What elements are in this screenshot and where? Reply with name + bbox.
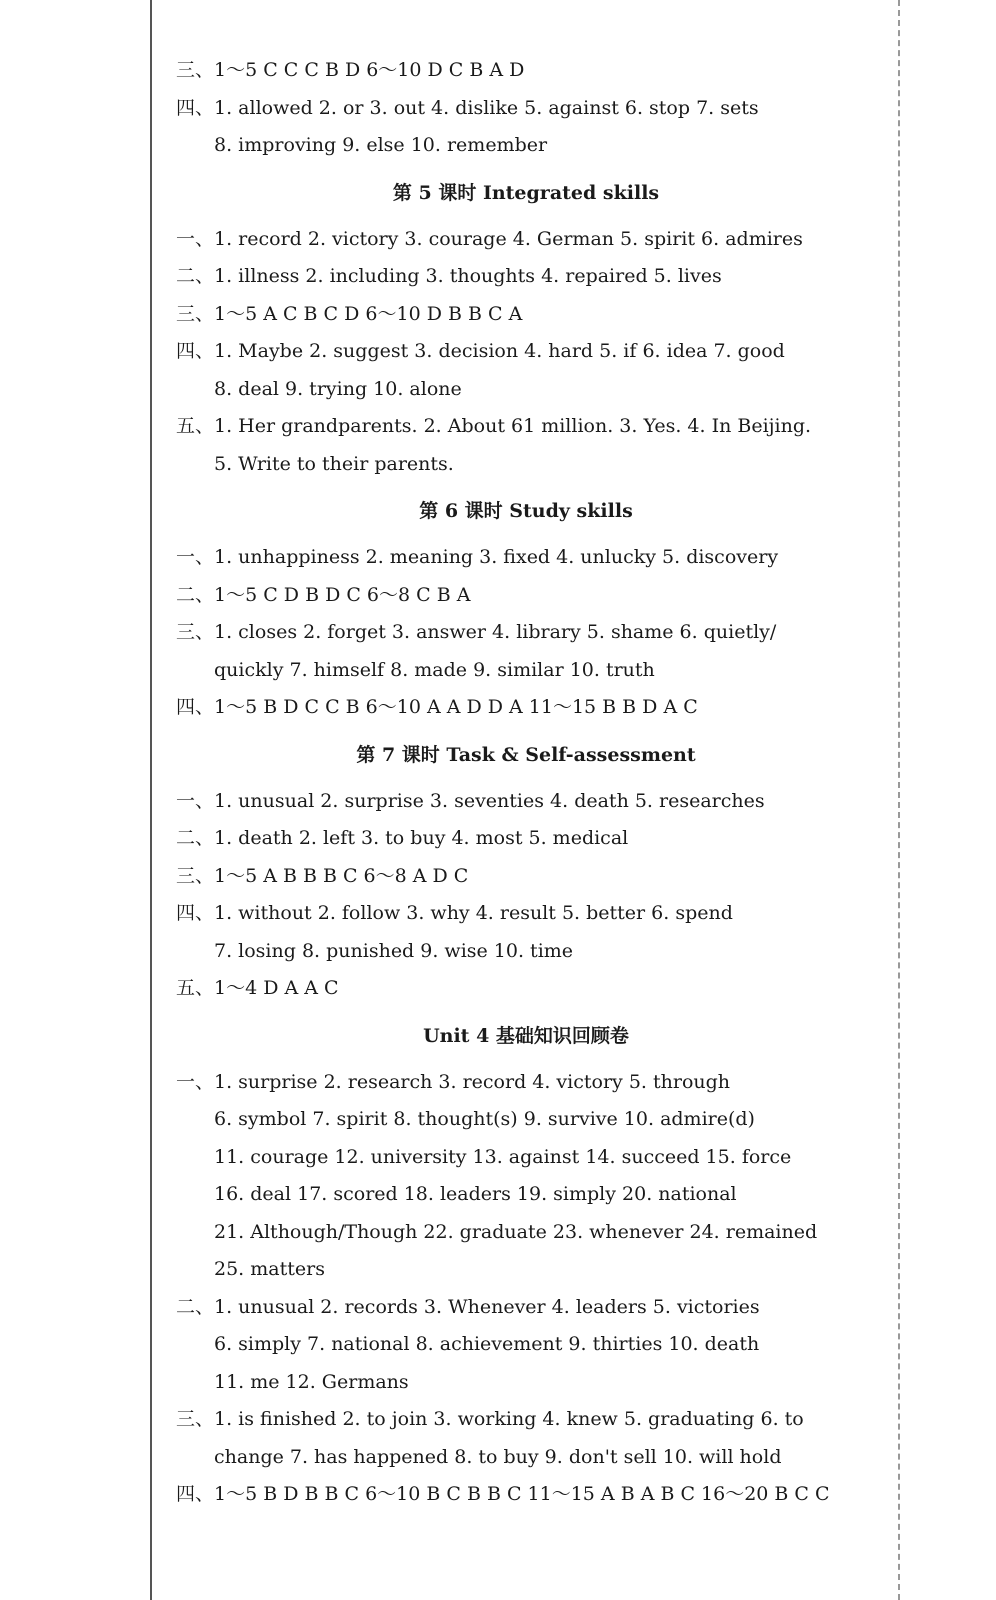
answer-line: 三、1～5 C C C B D 6～10 D C B A D bbox=[176, 59, 525, 81]
answer-line-continued: 21. Although/Though 22. graduate 23. whenever 24. remained bbox=[214, 1220, 818, 1243]
answer-line-continued: 6. symbol 7. spirit 8. thought(s) 9. survive 10. admire(d) bbox=[214, 1108, 755, 1130]
answer-line: 二、1. illness 2. including 3. thoughts 4. repaired 5. lives bbox=[176, 265, 722, 287]
section-heading: 第 7 课时 Task & Self-assessment bbox=[356, 743, 696, 766]
section-heading: 第 5 课时 Integrated skills bbox=[392, 181, 660, 204]
answer-line: 五、1～4 D A A C bbox=[176, 977, 339, 999]
answer-line: 四、1. without 2. follow 3. why 4. result 5. better 6. spend bbox=[176, 902, 733, 924]
answer-line-continued: quickly 7. himself 8. made 9. similar 10. truth bbox=[214, 658, 655, 681]
answer-line-continued: 8. improving 9. else 10. remember bbox=[214, 134, 548, 156]
answer-line-continued: 8. deal 9. trying 10. alone bbox=[214, 377, 462, 400]
section-heading: 第 6 课时 Study skills bbox=[419, 500, 633, 522]
answer-line: 四、1. Maybe 2. suggest 3. decision 4. hard 5. if 6. idea 7. good bbox=[176, 340, 785, 362]
answer-line: 二、1～5 C D B D C 6～8 C B A bbox=[176, 583, 471, 606]
answer-line-continued: 11. courage 12. university 13. against 14. succeed 15. force bbox=[214, 1145, 792, 1168]
answer-line: 四、1～5 B D B B C 6～10 B C B B C 11～15 A B A B C 16～20 B C C bbox=[176, 1483, 830, 1505]
answer-line: 三、1. is finished 2. to join 3. working 4. knew 5. graduating 6. to bbox=[176, 1408, 804, 1430]
answer-line: 五、1. Her grandparents. 2. About 61 million. 3. Yes. 4. In Beijing. bbox=[176, 415, 812, 437]
answer-line: 四、1～5 B D C C B 6～10 A A D D A 11～15 B B D A C bbox=[176, 696, 698, 718]
answer-line-continued: 25. matters bbox=[214, 1258, 325, 1280]
answer-line-continued: 7. losing 8. punished 9. wise 10. time bbox=[214, 939, 574, 962]
answer-line: 一、1. record 2. victory 3. courage 4. German 5. spirit 6. admires bbox=[176, 227, 803, 250]
section-heading: Unit 4 基础知识回顾卷 bbox=[423, 1024, 629, 1047]
left-margin-line bbox=[150, 0, 152, 1600]
answer-line: 一、1. surprise 2. research 3. record 4. victory 5. through bbox=[176, 1070, 731, 1093]
answer-line-continued: 11. me 12. Germans bbox=[214, 1370, 409, 1393]
answer-line: 二、1. unusual 2. records 3. Whenever 4. leaders 5. victories bbox=[176, 1295, 760, 1318]
answer-line-continued: change 7. has happened 8. to buy 9. don't sell 10. will hold bbox=[214, 1445, 782, 1468]
answer-line: 三、1. closes 2. forget 3. answer 4. library 5. shame 6. quietly/ bbox=[176, 621, 777, 643]
answer-line: 三、1～5 A C B C D 6～10 D B B C A bbox=[176, 302, 523, 325]
answer-line: 四、1. allowed 2. or 3. out 4. dislike 5. against 6. stop 7. sets bbox=[176, 96, 759, 119]
answer-line: 一、1. unusual 2. surprise 3. seventies 4. death 5. researches bbox=[176, 789, 765, 812]
right-dashed-line bbox=[898, 0, 900, 1600]
answer-line: 一、1. unhappiness 2. meaning 3. fixed 4. unlucky 5. discovery bbox=[176, 546, 779, 568]
answer-content bbox=[176, 52, 876, 1514]
answer-line-continued: 16. deal 17. scored 18. leaders 19. simply 20. national bbox=[214, 1183, 737, 1205]
answer-line-continued: 6. simply 7. national 8. achievement 9. thirties 10. death bbox=[214, 1333, 760, 1355]
answer-line: 三、1～5 A B B B C 6～8 A D C bbox=[176, 864, 469, 887]
answer-line: 二、1. death 2. left 3. to buy 4. most 5. medical bbox=[176, 827, 629, 849]
answer-line-continued: 5. Write to their parents. bbox=[214, 452, 454, 475]
